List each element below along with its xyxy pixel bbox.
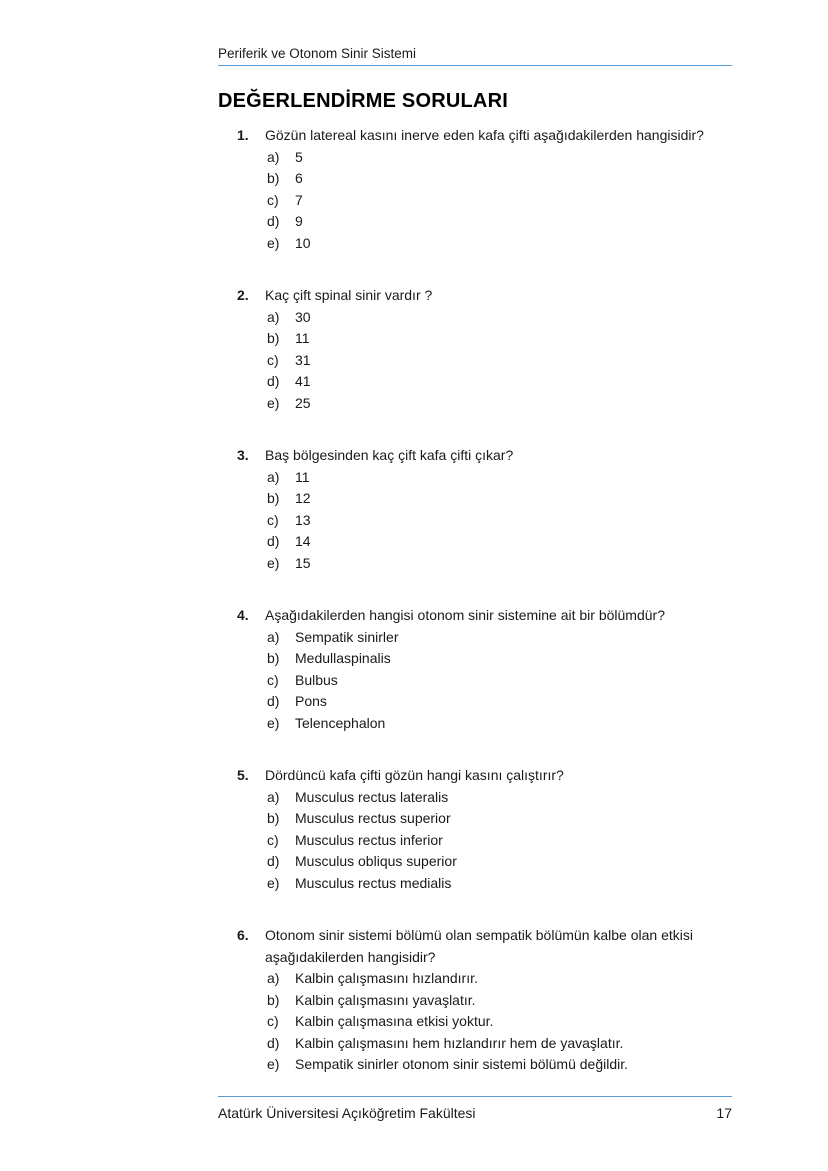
question-4: [218, 605, 732, 734]
option-label: c): [267, 351, 279, 368]
answer-option: [218, 531, 732, 553]
option-label: e): [267, 394, 280, 411]
option-text: Pons: [295, 693, 327, 709]
option-text: 31: [295, 351, 311, 368]
answer-option: [218, 190, 732, 212]
running-header: [218, 46, 732, 66]
question-row: [218, 925, 732, 968]
option-label: c): [267, 831, 279, 848]
answer-option: [218, 1054, 732, 1076]
answer-option: [218, 670, 732, 692]
question-1: [218, 125, 732, 254]
question-number: 1.: [237, 127, 249, 143]
footer-institution: Atatürk Üniversitesi Açıköğretim Fakültesi: [218, 1105, 476, 1121]
question-row: [218, 445, 732, 467]
option-text: 11: [295, 468, 310, 485]
option-text: Kalbin çalışmasını hızlandırır.: [295, 970, 478, 986]
question-text: Baş bölgesinden kaç çift kafa çifti çıkar?: [265, 447, 514, 463]
option-text: 11: [295, 330, 310, 346]
question-5: [218, 765, 732, 894]
answer-option: [218, 393, 732, 415]
option-text: 12: [295, 490, 311, 506]
answer-option: [218, 851, 732, 873]
option-text: 25: [295, 394, 311, 411]
option-text: Kalbin çalışmasını hem hızlandırır hem de yavaşlatır.: [295, 1034, 624, 1051]
answer-option: [218, 787, 732, 809]
question-text: Otonom sinir sistemi bölümü olan sempatik bölümün kalbe olan etkisi aşağıdakilerden hangisidir?: [265, 927, 693, 965]
option-label: b): [267, 650, 280, 666]
question-row: [218, 125, 732, 147]
option-text: 6: [295, 170, 303, 186]
question-row: [218, 285, 732, 307]
page-footer: [218, 1096, 732, 1121]
answer-option: [218, 467, 732, 489]
option-text: Bulbus: [295, 671, 338, 688]
option-label: b): [267, 330, 280, 346]
option-text: Sempatik sinirler otonom sinir sistemi bölümü değildir.: [295, 1056, 629, 1072]
question-number: 3.: [237, 447, 249, 463]
question-text: Aşağıdakilerden hangisi otonom sinir sistemine ait bir bölümdür?: [265, 607, 665, 623]
answer-option: [218, 968, 732, 990]
option-label: c): [267, 671, 279, 688]
answer-option: [218, 691, 732, 713]
answer-option: [218, 488, 732, 510]
question-list: [218, 125, 732, 1076]
question-6: [218, 925, 732, 1076]
option-text: 30: [295, 308, 311, 325]
answer-option: [218, 371, 732, 393]
question-text: Kaç çift spinal sinir vardır ?: [265, 287, 433, 303]
answer-option: [218, 510, 732, 532]
option-text: Musculus rectus medialis: [295, 874, 452, 891]
option-label: b): [267, 170, 280, 186]
answer-option: [218, 713, 732, 735]
question-number: 2.: [237, 287, 249, 303]
answer-option: [218, 147, 732, 169]
option-label: a): [267, 628, 280, 645]
option-label: d): [267, 853, 280, 869]
question-number: 4.: [237, 607, 249, 623]
answer-option: [218, 648, 732, 670]
option-label: a): [267, 970, 280, 986]
option-text: Musculus obliqus superior: [295, 853, 457, 869]
option-label: e): [267, 1056, 280, 1072]
option-text: 9: [295, 213, 303, 229]
option-label: a): [267, 148, 280, 165]
answer-option: [218, 1033, 732, 1055]
answer-option: [218, 168, 732, 190]
option-label: e): [267, 874, 280, 891]
option-text: 15: [295, 554, 311, 571]
option-text: 13: [295, 511, 311, 528]
option-label: d): [267, 693, 280, 709]
option-text: 7: [295, 191, 303, 208]
page-title: DEĞERLENDİRME SORULARI: [218, 90, 508, 112]
answer-option: [218, 233, 732, 255]
option-label: e): [267, 234, 280, 251]
option-label: a): [267, 788, 280, 805]
option-text: Kalbin çalışmasını yavaşlatır.: [295, 991, 476, 1008]
option-label: e): [267, 554, 280, 571]
option-text: Kalbin çalışmasına etkisi yoktur.: [295, 1013, 494, 1029]
question-number: 6.: [237, 927, 249, 943]
option-text: Musculus rectus inferior: [295, 831, 443, 848]
answer-option: [218, 350, 732, 372]
option-text: 14: [295, 533, 311, 549]
option-label: e): [267, 714, 280, 731]
option-label: c): [267, 1013, 279, 1029]
option-text: Medullaspinalis: [295, 650, 391, 666]
option-label: a): [267, 308, 280, 325]
answer-option: [218, 307, 732, 329]
question-text: Dördüncü kafa çifti gözün hangi kasını çalıştırır?: [265, 767, 564, 783]
option-text: Musculus rectus lateralis: [295, 788, 449, 805]
option-label: d): [267, 213, 280, 229]
question-3: [218, 445, 732, 574]
option-label: c): [267, 511, 279, 528]
answer-option: [218, 211, 732, 233]
option-label: d): [267, 533, 280, 549]
question-row: [218, 605, 732, 627]
answer-option: [218, 553, 732, 575]
option-label: d): [267, 1034, 280, 1051]
option-label: b): [267, 810, 280, 826]
running-header-title: Periferik ve Otonom Sinir Sistemi: [218, 46, 417, 61]
answer-option: [218, 1011, 732, 1033]
option-label: a): [267, 468, 280, 485]
option-label: d): [267, 373, 280, 389]
answer-option: [218, 873, 732, 895]
answer-option: [218, 990, 732, 1012]
answer-option: [218, 328, 732, 350]
option-label: b): [267, 991, 280, 1008]
answer-option: [218, 830, 732, 852]
option-text: 10: [295, 234, 311, 251]
option-label: c): [267, 191, 279, 208]
question-2: [218, 285, 732, 414]
question-number: 5.: [237, 767, 249, 783]
answer-option: [218, 627, 732, 649]
option-text: 41: [295, 373, 311, 389]
question-text: Gözün latereal kasını inerve eden kafa çifti aşağıdakilerden hangisidir?: [265, 127, 704, 143]
question-row: [218, 765, 732, 787]
page-number: 17: [716, 1105, 732, 1121]
option-text: Telencephalon: [295, 714, 386, 731]
option-text: 5: [295, 148, 303, 165]
answer-option: [218, 808, 732, 830]
option-text: Musculus rectus superior: [295, 810, 451, 826]
option-text: Sempatik sinirler: [295, 628, 399, 645]
option-label: b): [267, 490, 280, 506]
